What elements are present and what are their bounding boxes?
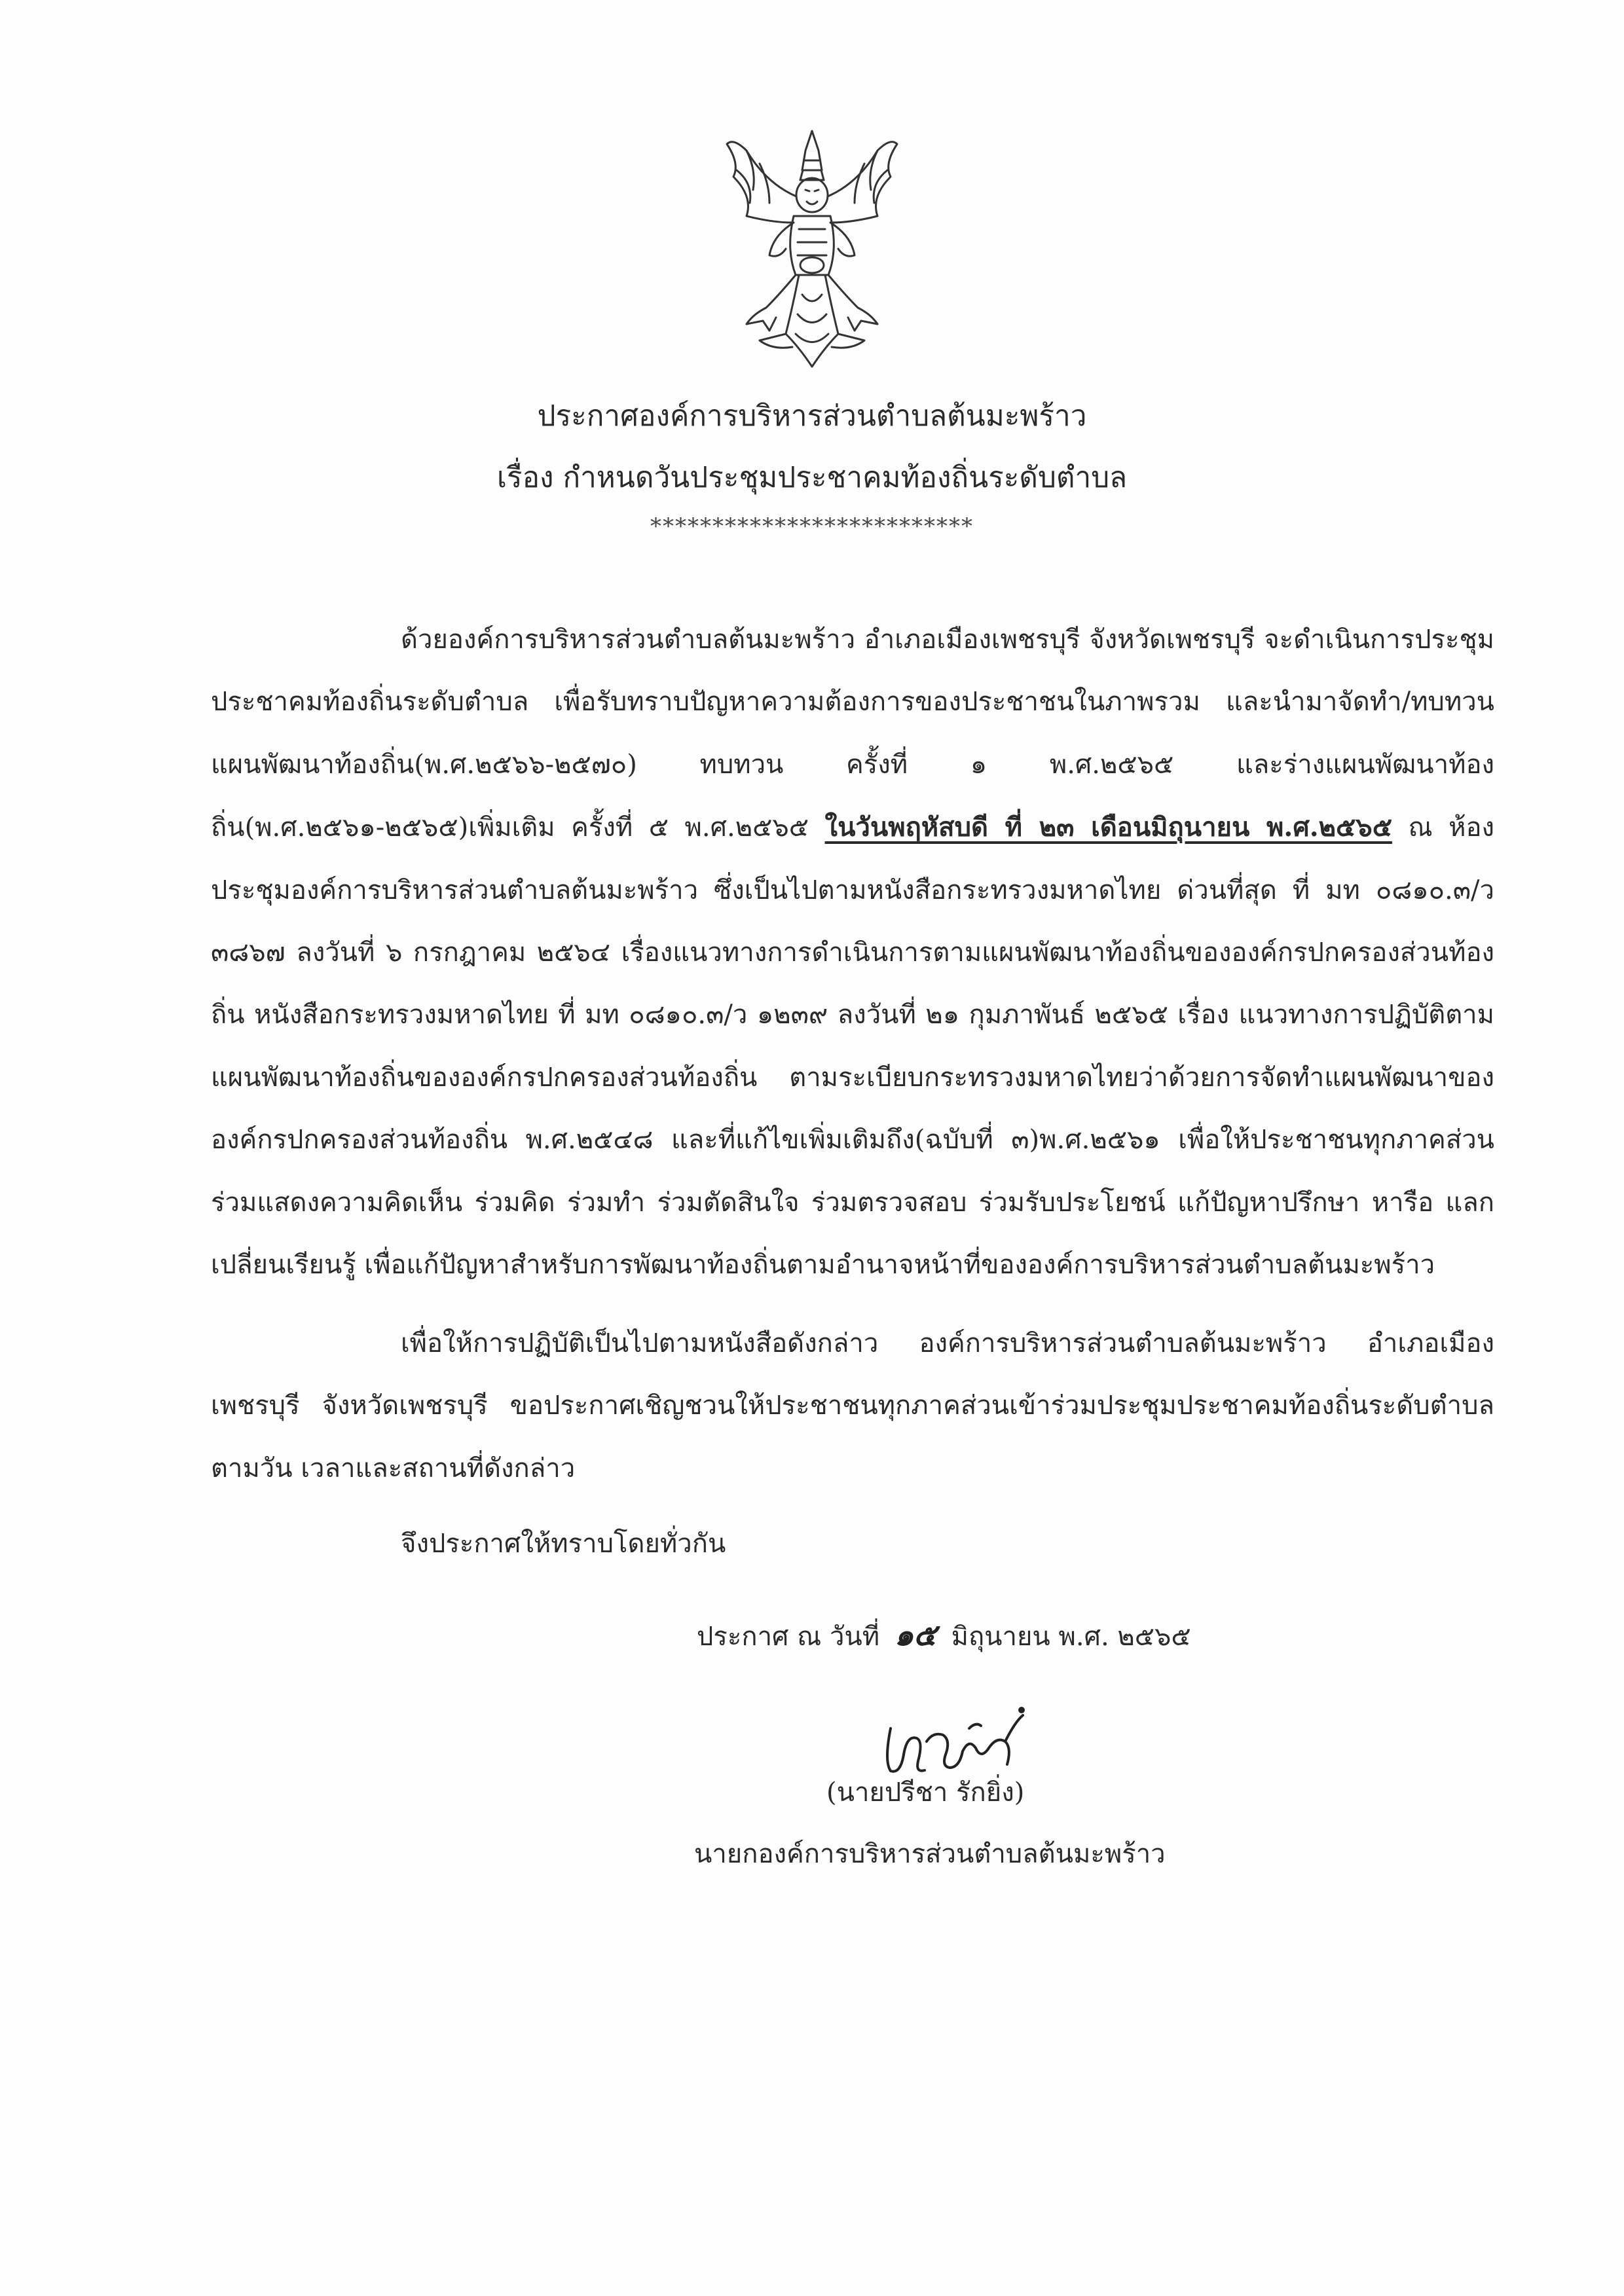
announcement-title: ประกาศองค์การบริหารส่วนตำบลต้นมะพร้าว: [537, 399, 1087, 433]
signatory-name: (นายปรีชา รักยิ่ง): [826, 1777, 1025, 1808]
announcement-subject: เรื่อง กำหนดวันประชุมประชาคมท้องถิ่นระดับตำบล: [496, 461, 1128, 494]
signatory-position: นายกองค์การบริหารส่วนตำบลต้นมะพร้าว: [694, 1839, 1166, 1869]
meeting-date-emphasis: ในวันพฤหัสบดี ที่ ๒๓ เดือนมิถุนายน พ.ศ.๒๕๖๕: [824, 812, 1392, 843]
body-paragraph-2: เพื่อให้การปฏิบัติเป็นไปตามหนังสือดังกล่าว องค์การบริหารส่วนตำบลต้นมะพร้าว อำเภอเมืองเพชรบุรี จังหวัดเพชรบุรี ขอประกาศเชิญชวนให้ประชาชนทุกภาคส่วนเข้าร่วมประชุมประชาคมท้องถิ่นระดับตำบล ตามวัน เวลาและสถานที่ดังกล่าว: [211, 1328, 1494, 1484]
paragraph-1-text-end: ณ ห้องประชุมองค์การบริหารส่วนตำบลต้นมะพร้าว ซึ่งเป็นไปตามหนังสือกระทรวงมหาดไทย ด่วนที่สุด ที่ มท ๐๘๑๐.๓/ว ๓๘๖๗ ลงวันที่ ๖ กรกฎาคม ๒๕๖๔ เรื่องแนวทางการดำเนินการตามแผนพัฒนาท้องถิ่นขององค์กรปกครองส่วนท้องถิ่น หนังสือกระทรวงมหาดไทย ที่ มท ๐๘๑๐.๓/ว ๑๒๓๙ ลงวันที่ ๒๑ กุมภาพันธ์ ๒๕๖๕ เรื่อง แนวทางการปฏิบัติตามแผนพัฒนาท้องถิ่นขององค์กรปกครองส่วนท้องถิ่น ตามระเบียบกระทรวงมหาดไทยว่าด้วยการจัดทำแผนพัฒนาขององค์กรปกครองส่วนท้องถิ่น พ.ศ.๒๕๔๘ และที่แก้ไขเพิ่มเติมถึง(ฉบับที่ ๓)พ.ศ.๒๕๖๑ เพื่อให้ประชาชนทุกภาคส่วนร่วมแสดงความคิดเห็น ร่วมคิด ร่วมทำ ร่วมตัดสินใจ ร่วมตรวจสอบ ร่วมรับประโยชน์ แก้ปัญหาปรึกษา หารือ แลกเปลี่ยนเรียนรู้ เพื่อแก้ปัญหาสำหรับการพัฒนาท้องถิ่นตามอำนาจหน้าที่ขององค์การบริหารส่วนตำบลต้นมะพร้าว: [211, 812, 1494, 1281]
body-paragraph-1: [211, 609, 1494, 1296]
signature-icon: [877, 1702, 1028, 1781]
date-day-handwritten: ๑๕: [894, 1617, 936, 1652]
closing-statement: จึงประกาศให้ทราบโดยทั่วกัน: [401, 1529, 726, 1559]
paragraph-1-text-start: ด้วยองค์การบริหารส่วนตำบลต้นมะพร้าว อำเภอเมืองเพชรบุรี จังหวัดเพชรบุรี จะดำเนินการประชุมประชาคมท้องถิ่นระดับตำบล เพื่อรับทราบปัญหาความต้องการของประชาชนในภาพรวม และนำมาจัดทำ/ทบทวนแผนพัฒนาท้องถิ่น(พ.ศ.๒๕๖๖-๒๕๗๐) ทบทวน ครั้งที่ ๑ พ.ศ.๒๕๖๕ และร่างแผนพัฒนาท้องถิ่น(พ.ศ.๒๕๖๑-๒๕๖๕)เพิ่มเติม ครั้งที่ ๕ พ.ศ.๒๕๖๕: [211, 625, 1494, 843]
date-prefix: ประกาศ ณ วันที่: [697, 1622, 880, 1652]
garuda-emblem-icon: [707, 124, 917, 373]
title-separator: **************************: [650, 513, 974, 539]
announcement-date: [697, 1615, 1191, 1656]
date-suffix: มิถุนายน พ.ศ. ๒๕๖๕: [951, 1622, 1191, 1652]
